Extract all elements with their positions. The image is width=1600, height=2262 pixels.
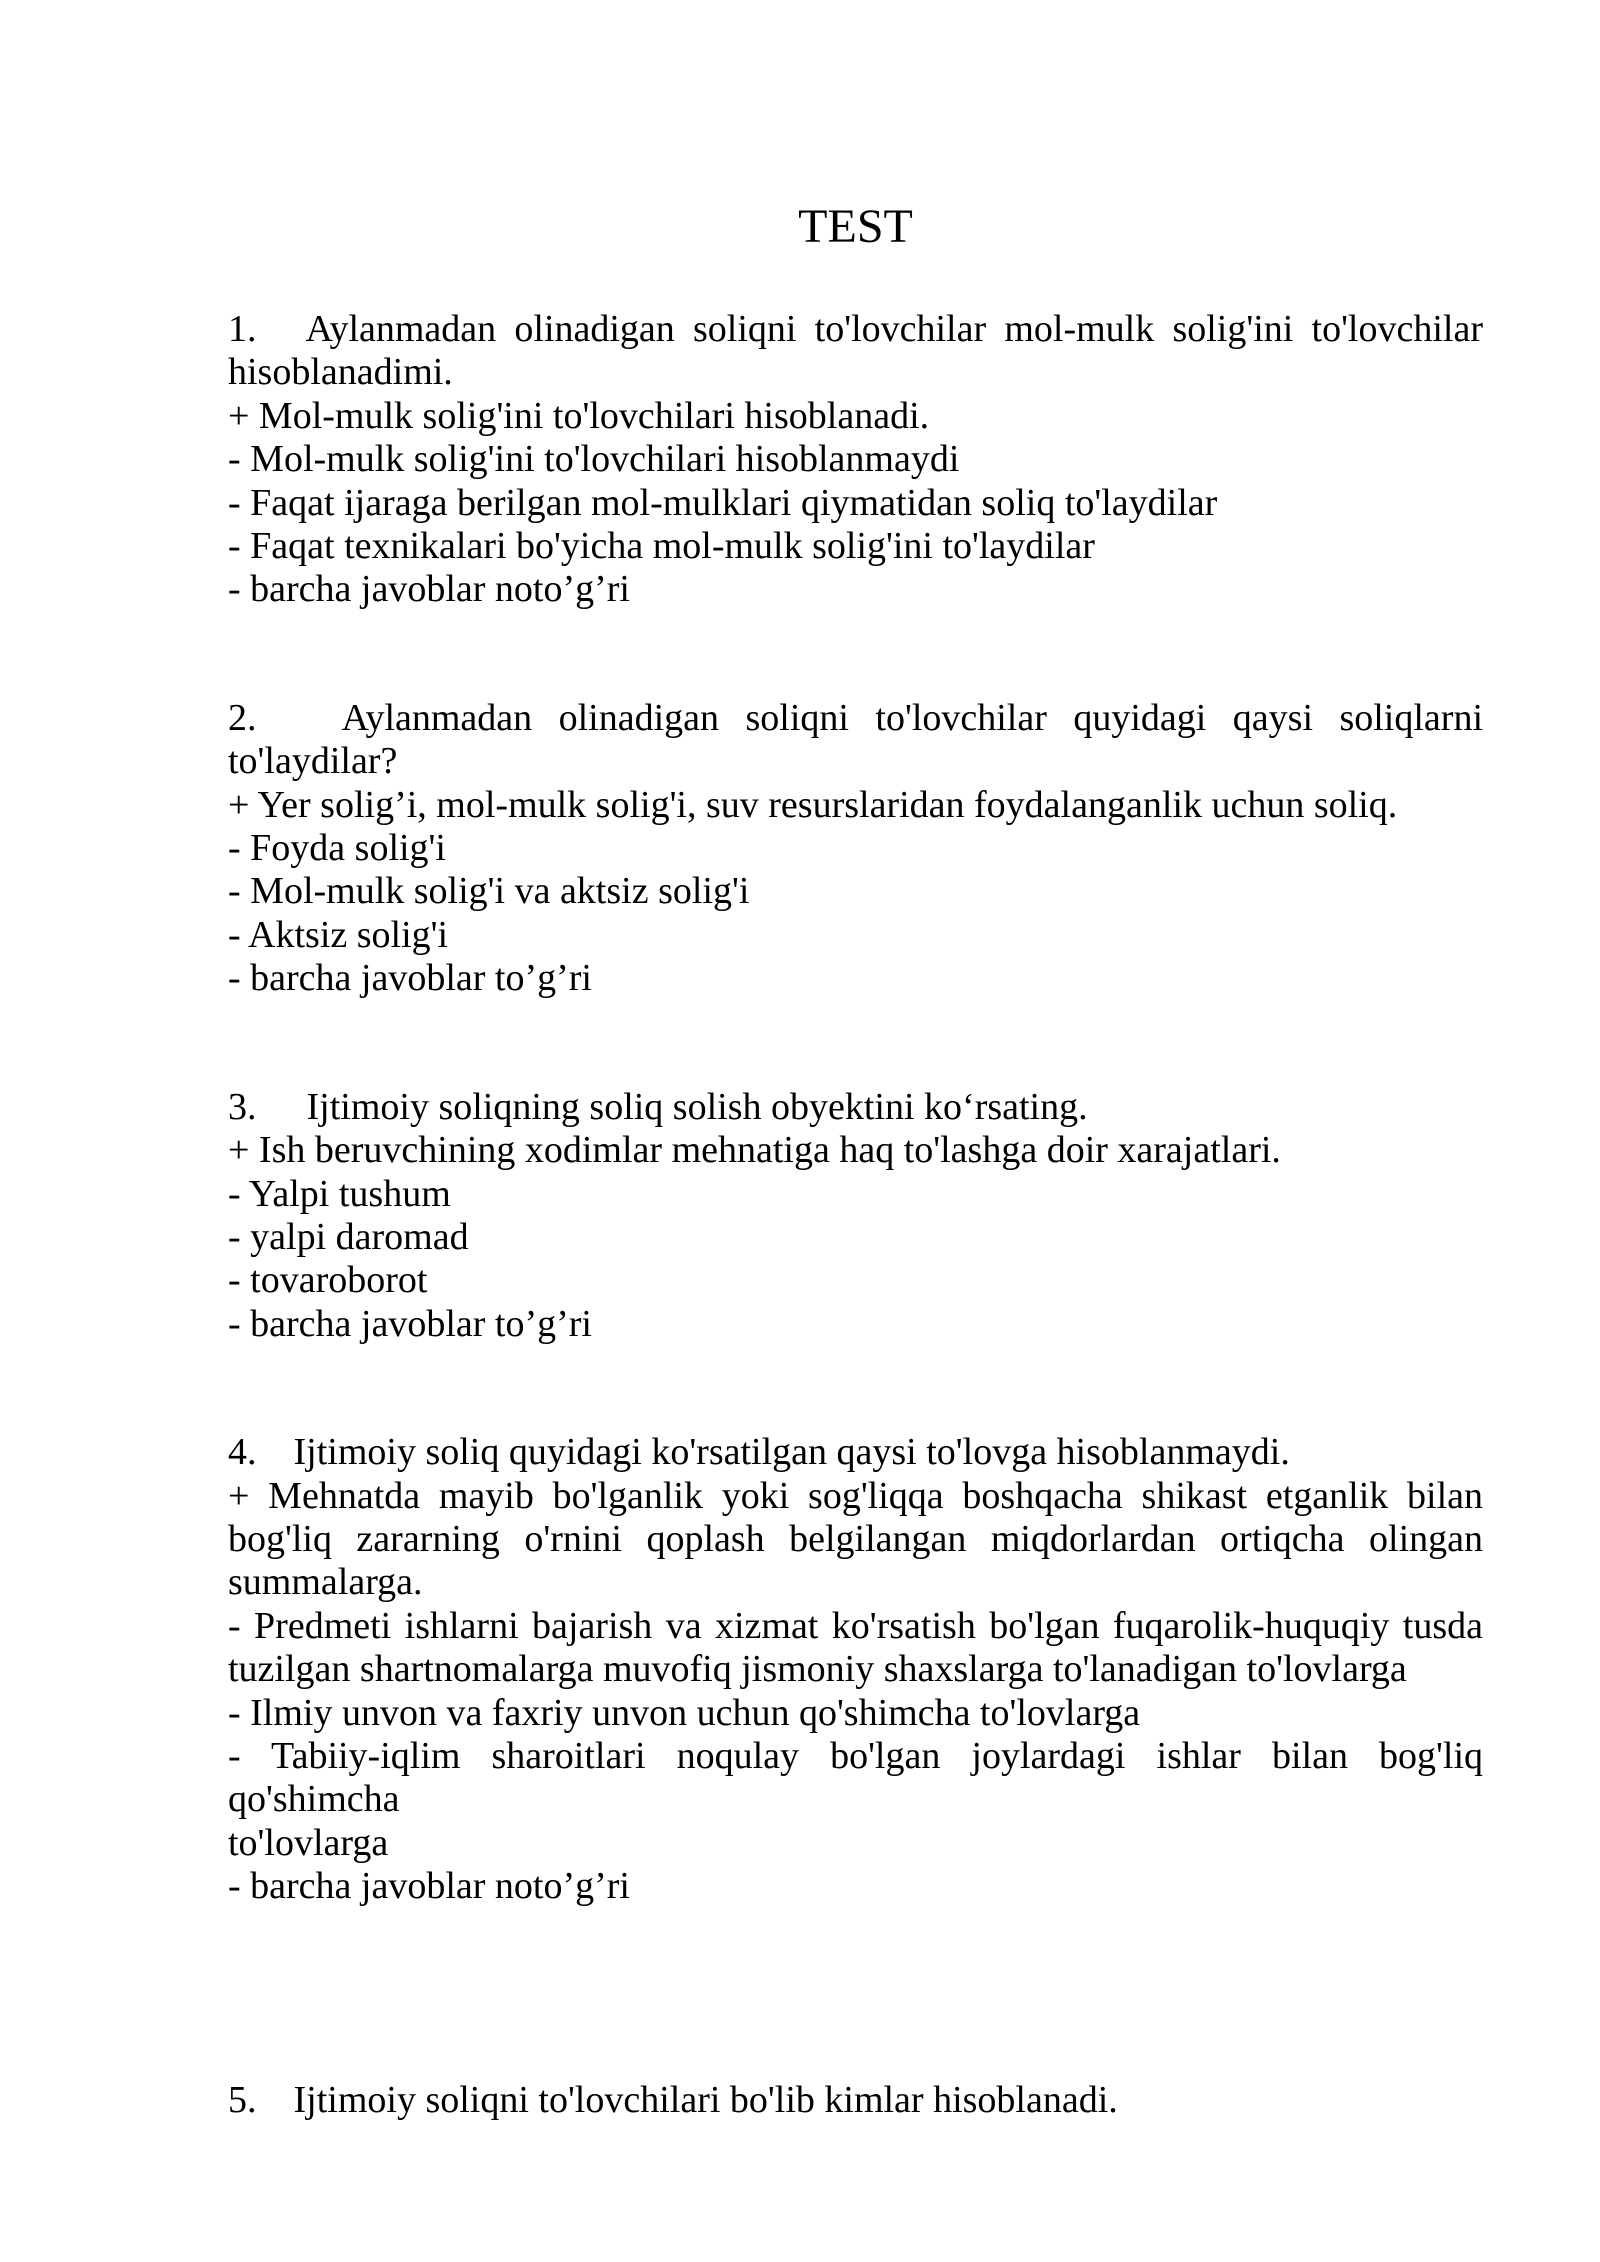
option-line: to'lovlarga [228,1821,389,1864]
option-paragraph-2 [228,1605,1483,1692]
question-number: 1. [228,308,257,350]
questions [228,308,1483,2122]
question-text: Ijtimoiy soliq quyidagi ko'rsatilgan qaysi to'lovga hisoblanmaydi. [293,1431,1290,1474]
question-3 [228,1086,1483,1346]
option-paragraph-5 [228,1865,1483,1908]
option-line: - Tabiiy-iqlim sharoitlari noqulay bo'lgan joylardagi ishlar bilan bog'liq qo'shimcha [228,1734,1483,1821]
tab-space [257,1118,307,1119]
question-first-line [228,1086,1483,1129]
option-paragraph-1 [228,1129,1483,1172]
option-line: + Yer solig’i, mol-mulk solig'i, suv resurslaridan foydalanganlik uchun soliq. [228,783,1398,826]
question-number: 2. [228,696,257,739]
question-number: 5. [228,2078,257,2121]
option-paragraph-4 [228,914,1483,957]
option-line: - Aktsiz solig'i [228,913,449,956]
option-line: + Mol-mulk solig'ini to'lovchilari hisoblanadi. [228,394,930,437]
option-line: - tovaroborot [228,1259,428,1302]
option-paragraph-1 [228,395,1483,438]
question-first-line [228,2079,1483,2122]
option-line: - Predmeti ishlarni bajarish va xizmat ko'rsatish bo'lgan fuqarolik-huquqiy tusda [228,1604,1483,1647]
question-text: Aylanmadan olinadigan soliqni to'lovchilar quyidagi qaysi soliqlarni [341,696,1483,739]
question-wrap-line: to'laydilar? [228,740,398,783]
option-paragraph-4 [228,1735,1483,1865]
option-paragraph-1 [228,1475,1483,1605]
option-line: - Foyda solig'i [228,827,446,870]
option-line: - Ilmiy unvon va faxriy unvon uchun qo'shimcha to'lovlarga [228,1691,1141,1734]
question-paragraph [228,2079,1483,2122]
option-paragraph-1 [228,784,1483,827]
option-line: - Yalpi tushum [228,1172,451,1215]
option-paragraph-3 [228,482,1483,525]
option-paragraph-5 [228,568,1483,611]
question-paragraph [228,308,1483,395]
option-paragraph-5 [228,1303,1483,1346]
question-paragraph [228,1431,1483,1474]
option-line: tuzilgan shartnomalarga muvofiq jismoniy shaxslarga to'lanadigan to'lovlarga [228,1648,1407,1691]
question-text: Aylanmadan olinadigan soliqni to'lovchilar mol-mulk solig'ini to'lovchilar [305,308,1483,350]
option-paragraph-5 [228,957,1483,1000]
question-paragraph [228,697,1483,784]
option-line: - Mol-mulk solig'i va aktsiz solig'i [228,870,750,913]
option-paragraph-3 [228,1216,1483,1259]
question-first-line [228,697,1483,740]
question-wrap-line: hisoblanadimi. [228,351,453,394]
page-title: TEST [798,200,913,253]
option-line: - Faqat texnikalari bo'yicha mol-mulk solig'ini to'laydilar [228,525,1095,568]
question-first-line [228,308,1483,351]
option-paragraph-2 [228,438,1483,481]
option-line: - barcha javoblar noto’g’ri [228,1865,630,1908]
option-line: - yalpi daromad [228,1215,469,1258]
tab-space [257,729,342,730]
question-text: Ijtimoiy soliqni to'lovchilari bo'lib kimlar hisoblanadi. [293,2078,1118,2121]
option-paragraph-2 [228,827,1483,870]
option-line: - barcha javoblar noto’g’ri [228,568,630,611]
question-4 [228,1431,1483,1908]
option-paragraph-2 [228,1173,1483,1216]
question-text: Ijtimoiy soliqning soliq solish obyektini ko‘rsating. [306,1085,1088,1128]
question-number: 3. [228,1085,257,1128]
option-line: - barcha javoblar to’g’ri [228,957,592,1000]
page-content [0,199,1600,2122]
option-paragraph-4 [228,1259,1483,1302]
tab-space [257,1463,294,1464]
option-line: - Mol-mulk solig'ini to'lovchilari hisoblanmaydi [228,438,960,481]
option-line: + Ish beruvchining xodimlar mehnatiga haq to'lashga doir xarajatlari. [228,1129,1281,1172]
question-first-line [228,1431,1483,1474]
question-1 [228,308,1483,612]
option-line: bog'liq zararning o'rnini qoplash belgilangan miqdorlardan ortiqcha olingan [228,1517,1483,1560]
question-2 [228,697,1483,1001]
question-paragraph [228,1086,1483,1129]
option-line: - Faqat ijaraga berilgan mol-mulklari qiymatidan soliq to'laydilar [228,481,1218,524]
option-line: - barcha javoblar to’g’ri [228,1302,592,1345]
question-number: 4. [228,1431,257,1474]
option-paragraph-4 [228,525,1483,568]
tab-space [257,340,306,341]
option-line: summalarga. [228,1561,423,1604]
option-paragraph-3 [228,1692,1483,1735]
tab-space [257,2111,294,2112]
question-5 [228,2079,1483,2122]
option-line: + Mehnatda mayib bo'lganlik yoki sog'liqqa boshqacha shikast etganlik bilan [228,1474,1483,1517]
option-paragraph-3 [228,870,1483,913]
